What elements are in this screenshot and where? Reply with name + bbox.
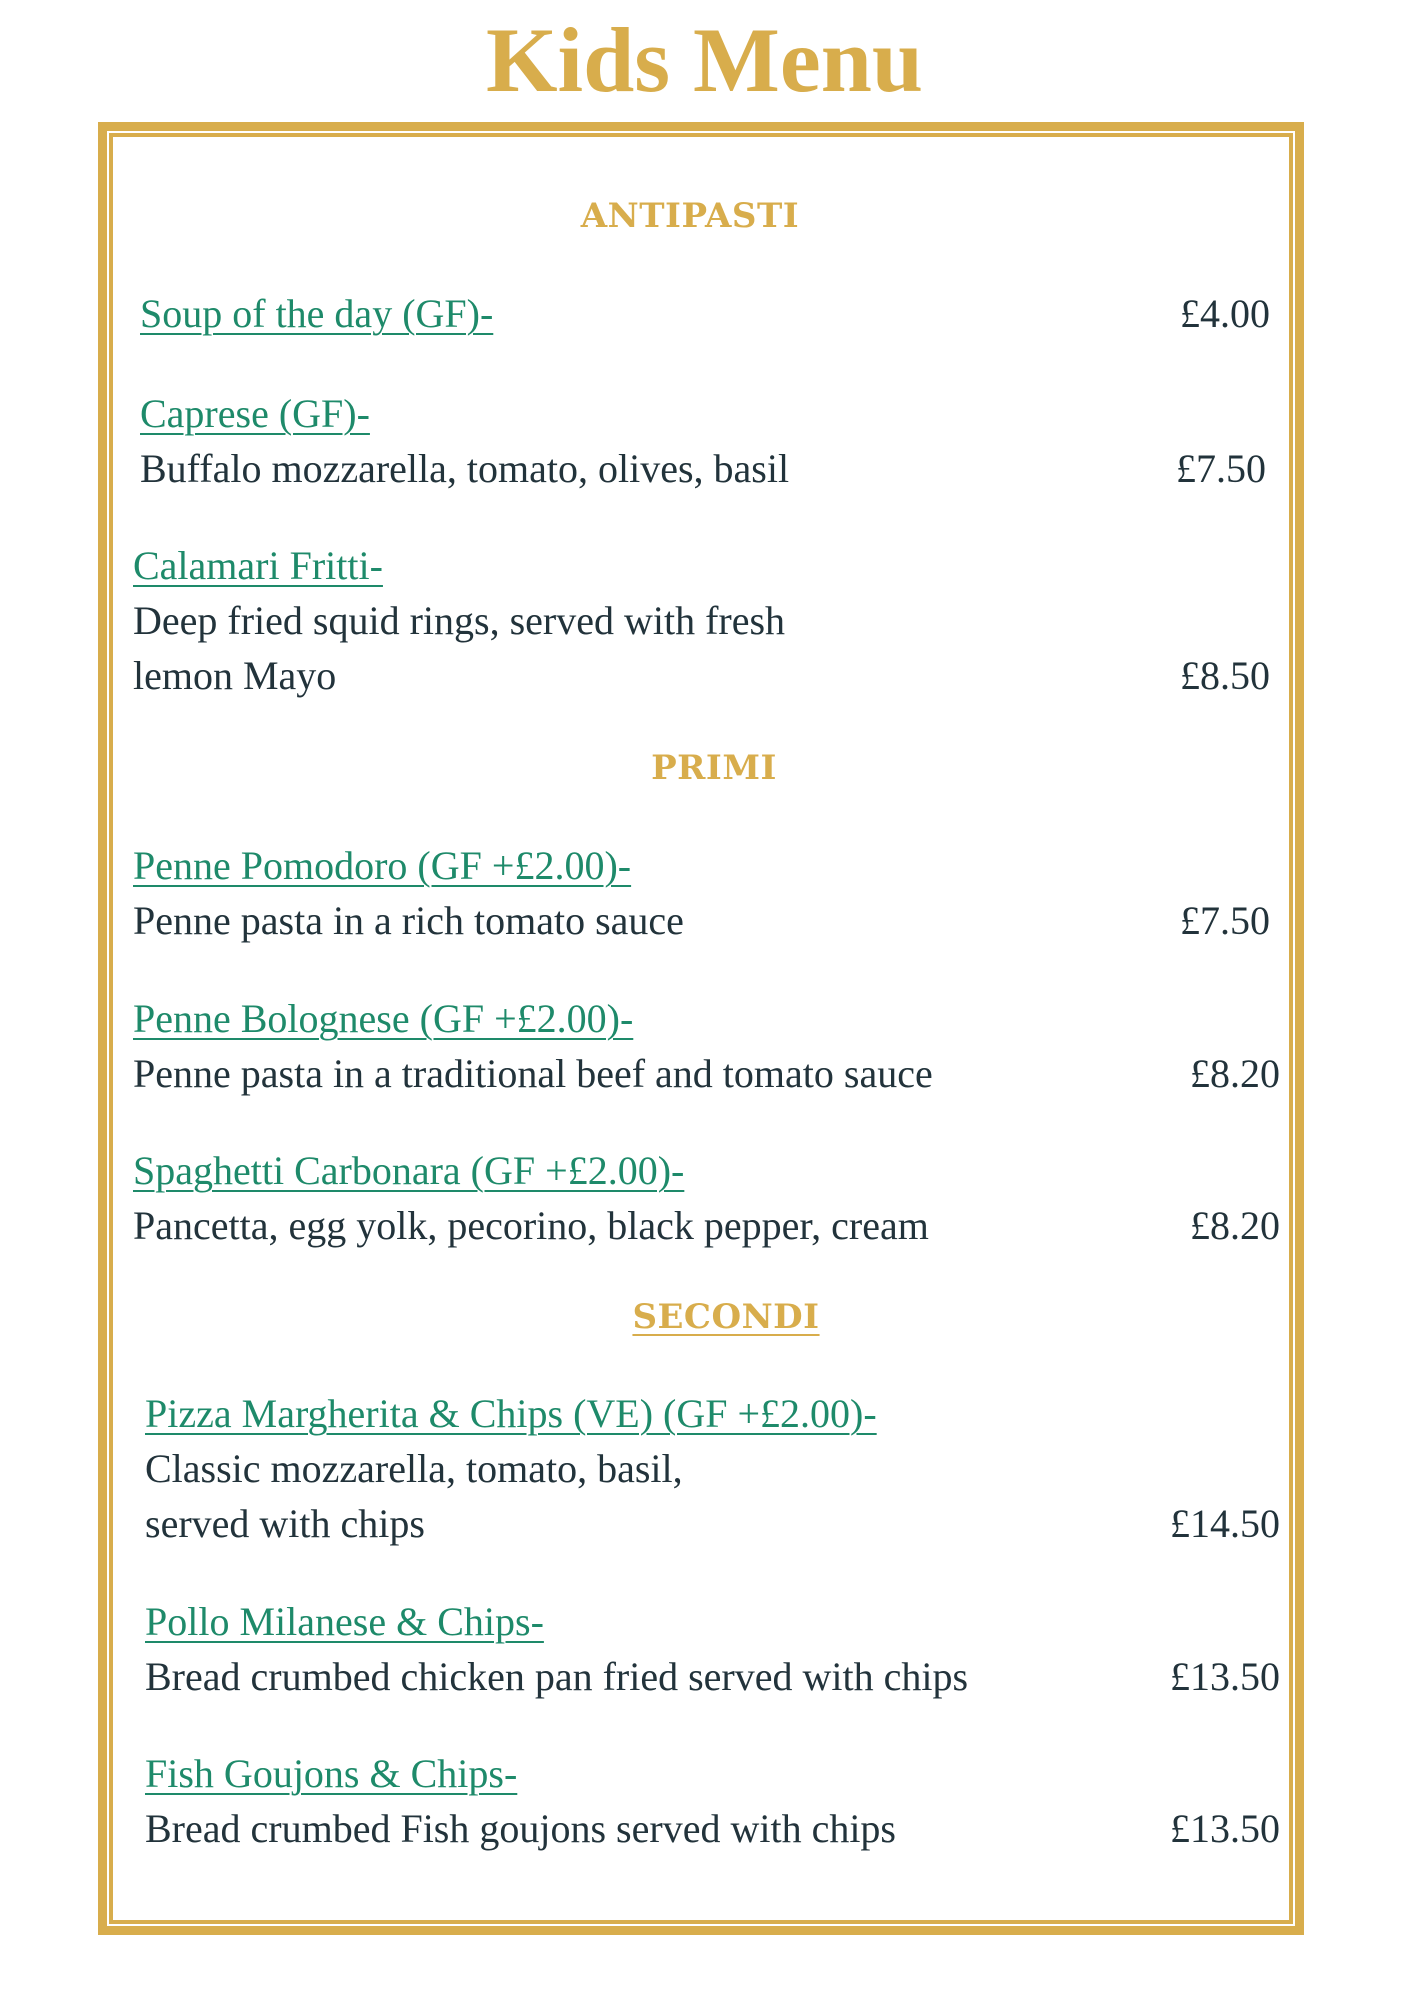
menu-item-description: Pancetta, egg yolk, pecorino, black pepper, cream <box>133 1203 929 1248</box>
menu-item-name: Caprese (GF)- <box>140 391 370 436</box>
section-heading-primi: PRIMI <box>651 748 777 788</box>
menu-item-description: Buffalo mozzarella, tomato, olives, basil <box>140 446 790 491</box>
menu-item-price: £8.50 <box>1180 653 1270 698</box>
menu-item-description: Classic mozzarella, tomato, basil, <box>145 1446 683 1491</box>
menu-item-price: £13.50 <box>1170 1806 1280 1851</box>
menu-item-name: Penne Bolognese (GF +£2.00)- <box>133 996 634 1041</box>
menu-item-name: Soup of the day (GF)- <box>140 291 494 336</box>
menu-item-price: £7.50 <box>1176 446 1266 491</box>
menu-item-name: Pizza Margherita & Chips (VE) (GF +£2.00)- <box>145 1391 877 1436</box>
menu-title: Kids Menu <box>485 9 924 111</box>
menu-item-price: £7.50 <box>1180 898 1270 943</box>
menu-item-description: Bread crumbed chicken pan fried served with chips <box>145 1654 969 1699</box>
menu-item-description: Deep fried squid rings, served with fresh <box>133 598 786 643</box>
menu-item-name: Fish Goujons & Chips- <box>145 1751 518 1796</box>
menu-item-description: Bread crumbed Fish goujons served with chips <box>145 1806 896 1851</box>
menu-item-price: £8.20 <box>1190 1203 1280 1248</box>
section-heading-secondi: SECONDI <box>632 1297 820 1337</box>
menu-item-description: lemon Mayo <box>133 653 337 698</box>
menu-item-price: £14.50 <box>1170 1501 1280 1546</box>
menu-item-description: Penne pasta in a traditional beef and tomato sauce <box>133 1051 933 1096</box>
menu-item-price: £13.50 <box>1170 1654 1280 1699</box>
menu-item-price: £4.00 <box>1180 291 1270 336</box>
menu-item-name: Pollo Milanese & Chips- <box>145 1599 544 1644</box>
menu-item-price: £8.20 <box>1190 1051 1280 1096</box>
menu-item-name: Penne Pomodoro (GF +£2.00)- <box>133 843 632 888</box>
menu-item-name: Spaghetti Carbonara (GF +£2.00)- <box>133 1148 685 1193</box>
menu-item-name: Calamari Fritti- <box>133 543 383 588</box>
section-heading-antipasti: ANTIPASTI <box>580 196 800 236</box>
menu-item-description: served with chips <box>145 1501 425 1546</box>
menu-item-description: Penne pasta in a rich tomato sauce <box>133 898 684 943</box>
